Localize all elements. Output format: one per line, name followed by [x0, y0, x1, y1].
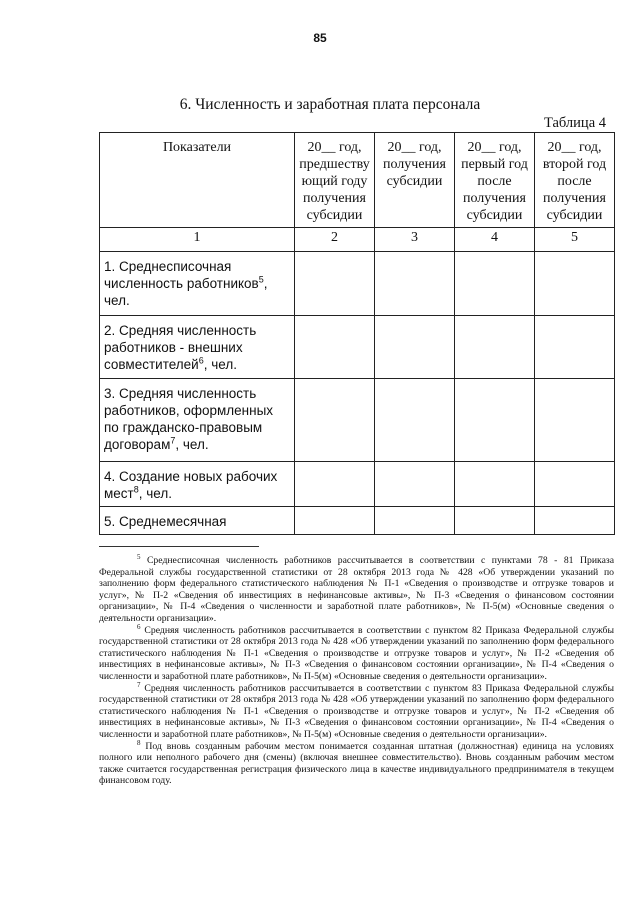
column-number: 4	[455, 228, 535, 252]
table-cell	[295, 379, 375, 462]
table-row	[100, 316, 615, 379]
footnote-mark: 8	[137, 738, 141, 747]
table-cell	[455, 252, 535, 316]
staff-table	[99, 132, 615, 535]
row-label: 2. Средняя численность работников - внешних совместителей$^6$, чел.	[100, 316, 295, 379]
column-number: 2	[295, 228, 375, 252]
table-cell	[295, 316, 375, 379]
row-label: 5. Среднемесячная	[100, 507, 295, 535]
footnotes	[99, 552, 615, 787]
section-title: 6. Численность и заработная плата персонала	[179, 96, 481, 113]
table-cell	[455, 379, 535, 462]
table-cell	[295, 507, 375, 535]
table-cell	[455, 316, 535, 379]
table-row	[100, 252, 615, 316]
footnote: $^6$ Средняя численность работников рассчитывается в соответствии с пунктом 82 Приказа Федеральной службы государственной статистики от 28 октября 2013 года № 428 «Об утверждении указаний по заполнению форм федерального статистического наблюдения № П-1 «Сведения о производстве и отгрузке товаров и услуг», № П-2 «Сведения об инвестициях в нефинансовые активы», № П-3 «Сведения о финансовом состоянии организации», № П-4 «Сведения о численности и заработной плате работников», № П-5(м) «Основные сведения о деятельности организации».	[99, 622, 614, 682]
footnote-mark: 6	[137, 622, 141, 631]
footnote: $^8$ Под вновь созданным рабочим местом понимается созданная штатная (должностная) единица на условиях полного или неполного рабочего дня (смены) (включая внешнее совместительство). Вновь созданным рабочим местом также считается государственная регистрация физического лица в качестве индивидуального предпринимателя в текущем финансовом году.	[99, 738, 614, 787]
footnote-ref: 5	[258, 274, 264, 285]
table-row	[100, 379, 615, 462]
table-row	[100, 462, 615, 507]
table-cell	[535, 252, 615, 316]
footnote-separator	[99, 546, 259, 547]
row-label: 1. Среднесписочная численность работников$^5$, чел.	[100, 252, 295, 316]
row-label: 4. Создание новых рабочих мест$^8$, чел.	[100, 462, 295, 507]
page-number: 85	[313, 31, 327, 45]
table-cell	[535, 316, 615, 379]
table-cell	[535, 507, 615, 535]
table-cell	[375, 507, 455, 535]
column-number: 5	[535, 228, 615, 252]
column-numbers-row	[100, 228, 615, 252]
header-year-3: 20__ год, первый год после получения субсидии	[455, 133, 535, 228]
table-cell	[455, 462, 535, 507]
table-cell	[295, 462, 375, 507]
header-year-1: 20__ год, предшеству ющий году получения субсидии	[295, 133, 375, 228]
table-cell	[295, 252, 375, 316]
table-cell	[455, 507, 535, 535]
column-number: 3	[375, 228, 455, 252]
header-year-4: 20__ год, второй год после получения субсидии	[535, 133, 615, 228]
table-cell	[375, 316, 455, 379]
footnote: $^7$ Средняя численность работников рассчитывается в соответствии с пунктом 83 Приказа Федеральной службы государственной статистики от 28 октября 2013 года № 428 «Об утверждении указаний по заполнению форм федерального статистического наблюдения № П-1 «Сведения о производстве и отгрузке товаров и услуг», № П-2 «Сведения об инвестициях в нефинансовые активы», № П-3 «Сведения о финансовом состоянии организации», № П-4 «Сведения о численности и заработной плате работников», № П-5(м) «Основные сведения о деятельности организации».	[99, 680, 614, 740]
table-label: Таблица 4	[543, 115, 606, 131]
footnote-mark: 5	[137, 552, 141, 561]
table-header-row	[100, 133, 615, 228]
table-cell	[535, 379, 615, 462]
table-cell	[375, 252, 455, 316]
table-cell	[375, 462, 455, 507]
footnote-ref: 7	[170, 435, 176, 446]
footnote-mark: 7	[137, 680, 141, 689]
footnote-ref: 8	[133, 484, 139, 495]
column-number: 1	[100, 228, 295, 252]
header-year-2: 20__ год, получения субсидии	[375, 133, 455, 228]
footnote: $^5$ Среднесписочная численность работников рассчитывается в соответствии с пунктами 78 - 81 Приказа Федеральной службы государственной статистики от 28 октября 2013 года № 428 «Об утверждении указаний по заполнению форм федерального статистического наблюдения № П-1 «Сведения о производстве и отгрузке товаров и услуг», № П-2 «Сведения об инвестициях в нефинансовые активы», № П-3 «Сведения о финансовом состоянии организации», № П-4 «Сведения о численности и заработной плате работников», № П-5(м) «Основные сведения о деятельности организации».	[99, 552, 615, 624]
table-cell	[535, 462, 615, 507]
footnote-ref: 6	[198, 355, 204, 366]
header-indicator: Показатели	[100, 133, 295, 228]
table-cell	[375, 379, 455, 462]
row-label: 3. Средняя численность работников, оформленных по гражданско-правовым договорам$^7$, чел.	[100, 379, 295, 462]
table-row	[100, 507, 615, 535]
